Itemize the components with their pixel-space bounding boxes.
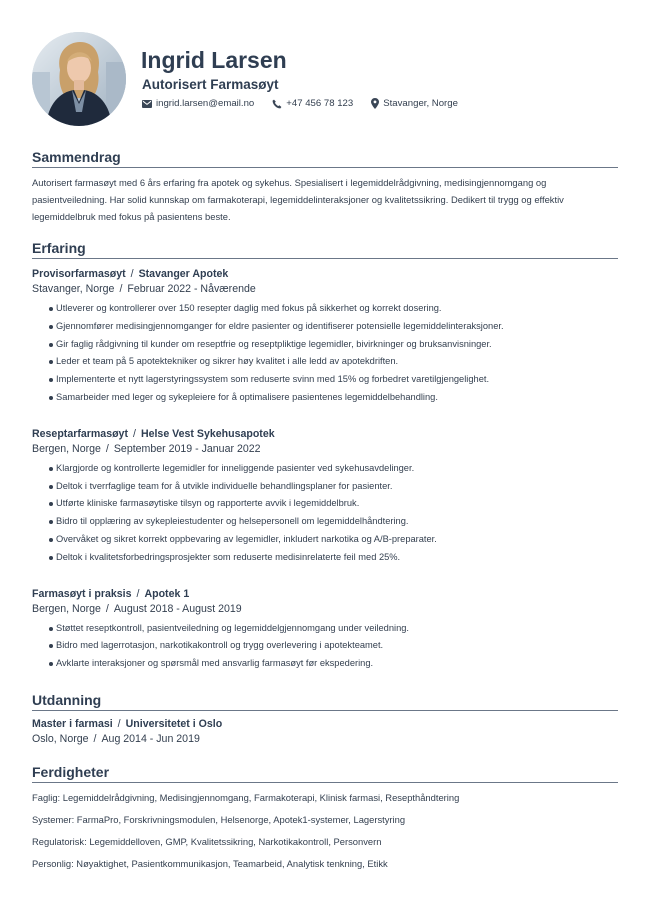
bullet-item: Klargjorde og kontrollerte legemidler for inneliggende pasienter ved sykehusavdelinger. bbox=[32, 460, 618, 478]
location-pin-icon bbox=[371, 98, 379, 109]
skills-line: Faglig: Legemiddelrådgivning, Medisingjennomgang, Farmakoterapi, Klinisk farmasi, Resepthåndtering bbox=[32, 791, 460, 803]
experience-heading: Erfaring bbox=[32, 239, 618, 259]
bullet-item: Støttet reseptkontroll, pasientveiledning og legemiddelgjennomgang under veiledning. bbox=[32, 620, 618, 638]
job-meta bbox=[32, 442, 618, 457]
education-school: Universitetet i Oslo bbox=[125, 717, 223, 730]
job-header bbox=[32, 427, 618, 442]
education-section bbox=[32, 691, 618, 747]
education-entry bbox=[32, 717, 618, 747]
skills-line: Personlig: Nøyaktighet, Pasientkommunikasjon, Teamarbeid, Analytisk tenkning, Etikk bbox=[32, 857, 388, 869]
skills-section bbox=[32, 763, 618, 871]
education-location: Oslo, Norge bbox=[32, 732, 89, 745]
job-bullets bbox=[32, 300, 618, 407]
separator: / bbox=[117, 717, 121, 730]
bullet-item: Avklarte interaksjoner og spørsmål med ansvarlig farmasøyt før ekspedering. bbox=[32, 655, 618, 673]
job-meta bbox=[32, 282, 618, 297]
job-header bbox=[32, 267, 618, 282]
education-meta bbox=[32, 732, 618, 747]
resume-header bbox=[32, 0, 618, 140]
job-meta bbox=[32, 602, 618, 617]
bullet-item: Gir faglig rådgivning til kunder om reseptfrie og reseptpliktige legemidler, bivirkninger og bruksanvisninger. bbox=[32, 336, 618, 354]
contact-location bbox=[371, 98, 458, 109]
bullet-item: Implementerte et nytt lagerstyringssystem som reduserte svinn med 15% og forbedret varetilgjengelighet. bbox=[32, 371, 618, 389]
candidate-name: Ingrid Larsen bbox=[141, 47, 287, 73]
job-location: Bergen, Norge bbox=[32, 442, 101, 455]
skills-line: Systemer: FarmaPro, Forskrivningsmodulen, Helsenorge, Apotek1-systemer, Lagerstyring bbox=[32, 813, 406, 825]
separator: / bbox=[93, 732, 97, 745]
job-bullets bbox=[32, 460, 618, 567]
summary-heading: Sammendrag bbox=[32, 148, 618, 168]
experience-section bbox=[32, 239, 618, 673]
job-bullets bbox=[32, 620, 618, 673]
education-degree: Master i farmasi bbox=[32, 717, 113, 730]
job-employer: Stavanger Apotek bbox=[138, 268, 229, 280]
job-role: Provisorfarmasøyt bbox=[32, 268, 126, 280]
candidate-title: Autorisert Farmasøyt bbox=[142, 77, 279, 92]
bullet-item: Gjennomfører medisingjennomganger for eldre pasienter og identifiserer potensielle legemiddelinteraksjoner. bbox=[32, 318, 618, 336]
job-header bbox=[32, 587, 618, 602]
job-entry bbox=[32, 267, 618, 407]
bullet-item: Bidro til opplæring av sykepleiestudenter og helsepersonell om legemiddelhåndtering. bbox=[32, 513, 618, 531]
contact-email[interactable] bbox=[142, 98, 254, 109]
job-period: Februar 2022 - Nåværende bbox=[127, 283, 256, 295]
job-entry bbox=[32, 427, 618, 567]
summary-text: Autorisert farmasøyt med 6 års erfaring fra apotek og sykehus. Spesialisert i legemiddelrådgivning, medisingjennomgang og pasientveiledning. Har solid kunnskap om farmakoterapi, legemiddelinteraksjoner og kvalitetssikring. Dedikert til trygg og effektiv legemiddelbruk med fokus på pasientens beste. bbox=[32, 177, 564, 222]
bullet-item: Deltok i kvalitetsforbedringsprosjekter som reduserte medisinrelaterte feil med 25%. bbox=[32, 549, 618, 567]
education-header bbox=[32, 717, 618, 732]
job-location: Bergen, Norge bbox=[32, 602, 101, 615]
separator: / bbox=[132, 427, 136, 440]
bullet-item: Utleverer og kontrollerer over 150 resepter daglig med fokus på sikkerhet og korrekt dosering. bbox=[32, 300, 618, 318]
job-location: Stavanger, Norge bbox=[32, 283, 115, 295]
bullet-item: Leder et team på 5 apotektekniker og sikrer høy kvalitet i alle ledd av apotekdriften. bbox=[32, 353, 618, 371]
job-entry bbox=[32, 587, 618, 673]
contact-phone[interactable] bbox=[272, 98, 353, 109]
education-heading: Utdanning bbox=[32, 691, 618, 711]
bullet-item: Deltok i tverrfaglige team for å utvikle individuelle behandlingsplaner for pasienter. bbox=[32, 478, 618, 496]
separator: / bbox=[130, 268, 134, 280]
profile-photo bbox=[32, 32, 126, 126]
separator: / bbox=[105, 442, 109, 455]
bullet-item: Utførte kliniske farmasøytiske tilsyn og rapporterte avvik i legemiddelbruk. bbox=[32, 495, 618, 513]
job-period: September 2019 - Januar 2022 bbox=[113, 442, 261, 455]
bullet-item: Samarbeider med leger og sykepleiere for å optimalisere pasientenes legemiddelbehandling. bbox=[32, 389, 618, 407]
job-role: Farmasøyt i praksis bbox=[32, 587, 132, 600]
bullet-item: Bidro med lagerrotasjon, narkotikakontroll og trygg overlevering i apotekteamet. bbox=[32, 637, 618, 655]
job-employer: Helse Vest Sykehusapotek bbox=[140, 427, 275, 440]
skills-line: Regulatorisk: Legemiddelloven, GMP, Kvalitetssikring, Narkotikakontroll, Personvern bbox=[32, 835, 382, 847]
separator: / bbox=[136, 587, 140, 600]
phone-text: +47 456 78 123 bbox=[286, 98, 354, 109]
job-period: August 2018 - August 2019 bbox=[113, 602, 242, 615]
email-icon bbox=[142, 100, 152, 108]
separator: / bbox=[119, 283, 123, 295]
email-text: ingrid.larsen@email.no bbox=[156, 98, 255, 109]
skills-heading: Ferdigheter bbox=[32, 763, 618, 783]
bullet-item: Overvåket og sikret korrekt oppbevaring av legemidler, inkludert narkotika og A/B-preparater. bbox=[32, 531, 618, 549]
location-text: Stavanger, Norge bbox=[383, 98, 458, 109]
contact-info bbox=[142, 98, 476, 109]
education-period: Aug 2014 - Jun 2019 bbox=[101, 732, 200, 745]
phone-icon bbox=[272, 99, 282, 109]
job-employer: Apotek 1 bbox=[144, 587, 190, 600]
summary-section bbox=[32, 148, 618, 225]
separator: / bbox=[105, 602, 109, 615]
job-role: Reseptarfarmasøyt bbox=[32, 427, 128, 440]
